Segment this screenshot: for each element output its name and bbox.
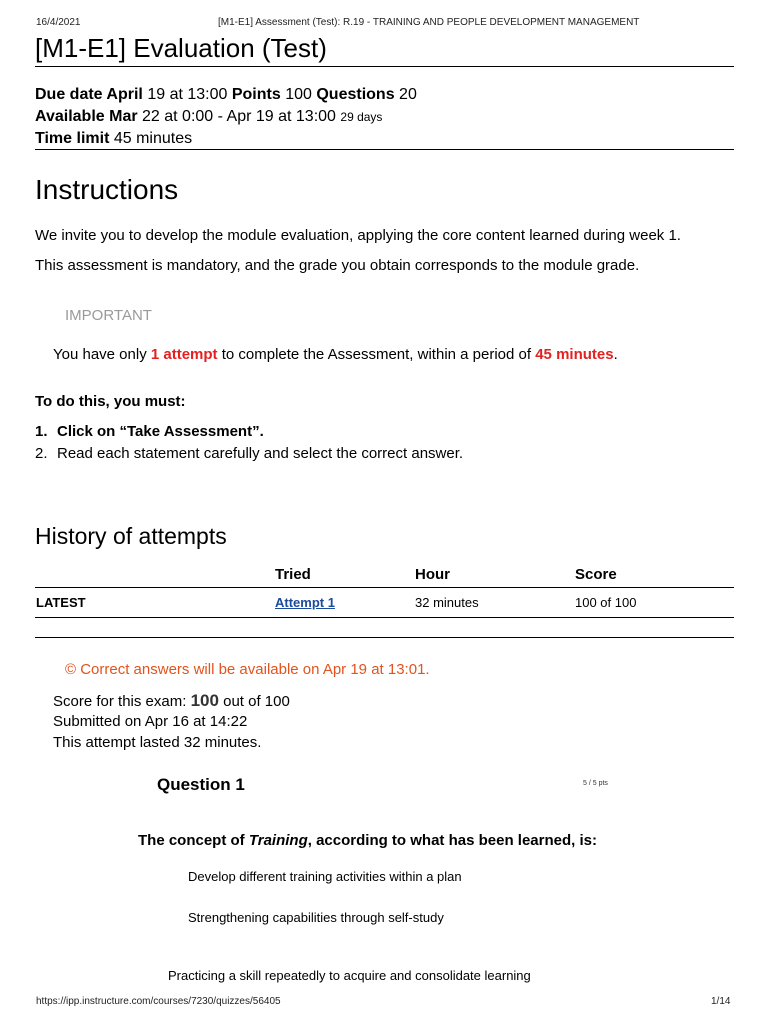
time-limit-label: Time limit <box>35 130 110 147</box>
row-label: LATEST <box>36 595 86 610</box>
instructions-paragraph-1: We invite you to develop the module evaluation, applying the core content learned during week 1. <box>35 227 681 244</box>
answer-option[interactable]: Practicing a skill repeatedly to acquire and consolidate learning <box>168 968 531 983</box>
due-value: 19 at 13:00 <box>147 86 228 103</box>
question-title: Question 1 <box>157 775 245 794</box>
question-text-suffix: , according to what has been learned, is: <box>307 832 597 849</box>
attempt-suffix: . <box>613 346 618 363</box>
question-text-emphasis: Training <box>248 832 308 849</box>
attempt-link[interactable]: Attempt 1 <box>275 595 335 610</box>
title-divider <box>35 66 734 67</box>
todo-heading: To do this, you must: <box>35 393 186 410</box>
row-hour: 32 minutes <box>415 595 479 610</box>
row-score: 100 of 100 <box>575 595 637 610</box>
table-header-divider <box>35 587 734 588</box>
correct-answers-notice: © Correct answers will be available on Apr 19 at 13:01. <box>65 661 430 678</box>
score-value: 100 <box>190 691 219 710</box>
instructions-heading: Instructions <box>35 174 179 205</box>
submitted-text: Submitted on Apr 16 at 14:22 <box>53 713 248 730</box>
quiz-meta-line-2 <box>35 108 382 126</box>
meta-divider <box>35 149 734 150</box>
history-heading: History of attempts <box>35 523 227 549</box>
quiz-meta-line-1 <box>35 86 417 104</box>
step-item <box>35 445 463 462</box>
step-text: Read each statement carefully and select the correct answer. <box>57 445 464 462</box>
important-label: IMPORTANT <box>65 307 152 324</box>
duration-text: This attempt lasted 32 minutes. <box>53 734 262 751</box>
score-prefix: Score for this exam: <box>53 693 191 710</box>
available-days: 29 days <box>340 110 383 124</box>
step-item <box>35 423 264 440</box>
column-header-tried: Tried <box>275 566 311 583</box>
step-number: 2. <box>35 445 48 462</box>
question-points: 5 / 5 pts <box>583 780 608 787</box>
column-header-hour: Hour <box>415 566 450 583</box>
column-header-score: Score <box>575 566 617 583</box>
attempt-middle: to complete the Assessment, within a period of <box>217 346 536 363</box>
question-text-prefix: The concept of <box>138 832 249 849</box>
points-value: 100 <box>285 86 312 103</box>
attempt-duration: 45 minutes <box>535 346 614 363</box>
print-date: 16/4/2021 <box>36 17 81 28</box>
page-number: 1/14 <box>711 996 731 1007</box>
due-label: Due date April <box>35 86 143 103</box>
time-limit-value: 45 minutes <box>113 130 193 147</box>
score-suffix: out of 100 <box>218 693 290 710</box>
table-row-divider <box>35 617 734 618</box>
answer-option[interactable]: Develop different training activities within a plan <box>188 869 462 884</box>
attempt-note <box>53 346 618 363</box>
print-url: https://ipp.instructure.com/courses/7230/quizzes/56405 <box>36 996 281 1007</box>
step-text: Click on “Take Assessment”. <box>57 423 264 440</box>
score-line <box>53 691 290 711</box>
instructions-paragraph-2: This assessment is mandatory, and the grade you obtain corresponds to the module grade. <box>35 257 640 274</box>
section-divider <box>35 637 734 638</box>
question-text <box>138 832 597 849</box>
quiz-title: [M1-E1] Evaluation (Test) <box>35 33 327 63</box>
answer-option[interactable]: Strengthening capabilities through self-study <box>188 910 444 925</box>
attempt-count: 1 attempt <box>150 346 218 363</box>
available-value: 22 at 0:00 - Apr 19 at 13:00 <box>142 108 336 125</box>
print-title: [M1-E1] Assessment (Test): R.19 - TRAINING AND PEOPLE DEVELOPMENT MANAGEMENT <box>218 17 640 28</box>
available-label: Available Mar <box>35 108 138 125</box>
quiz-meta-line-3 <box>35 130 192 148</box>
points-label: Points <box>231 86 281 103</box>
attempt-prefix: You have only <box>53 346 151 363</box>
questions-label: Questions <box>316 86 395 103</box>
questions-value: 20 <box>399 86 417 103</box>
step-number: 1. <box>35 423 48 440</box>
